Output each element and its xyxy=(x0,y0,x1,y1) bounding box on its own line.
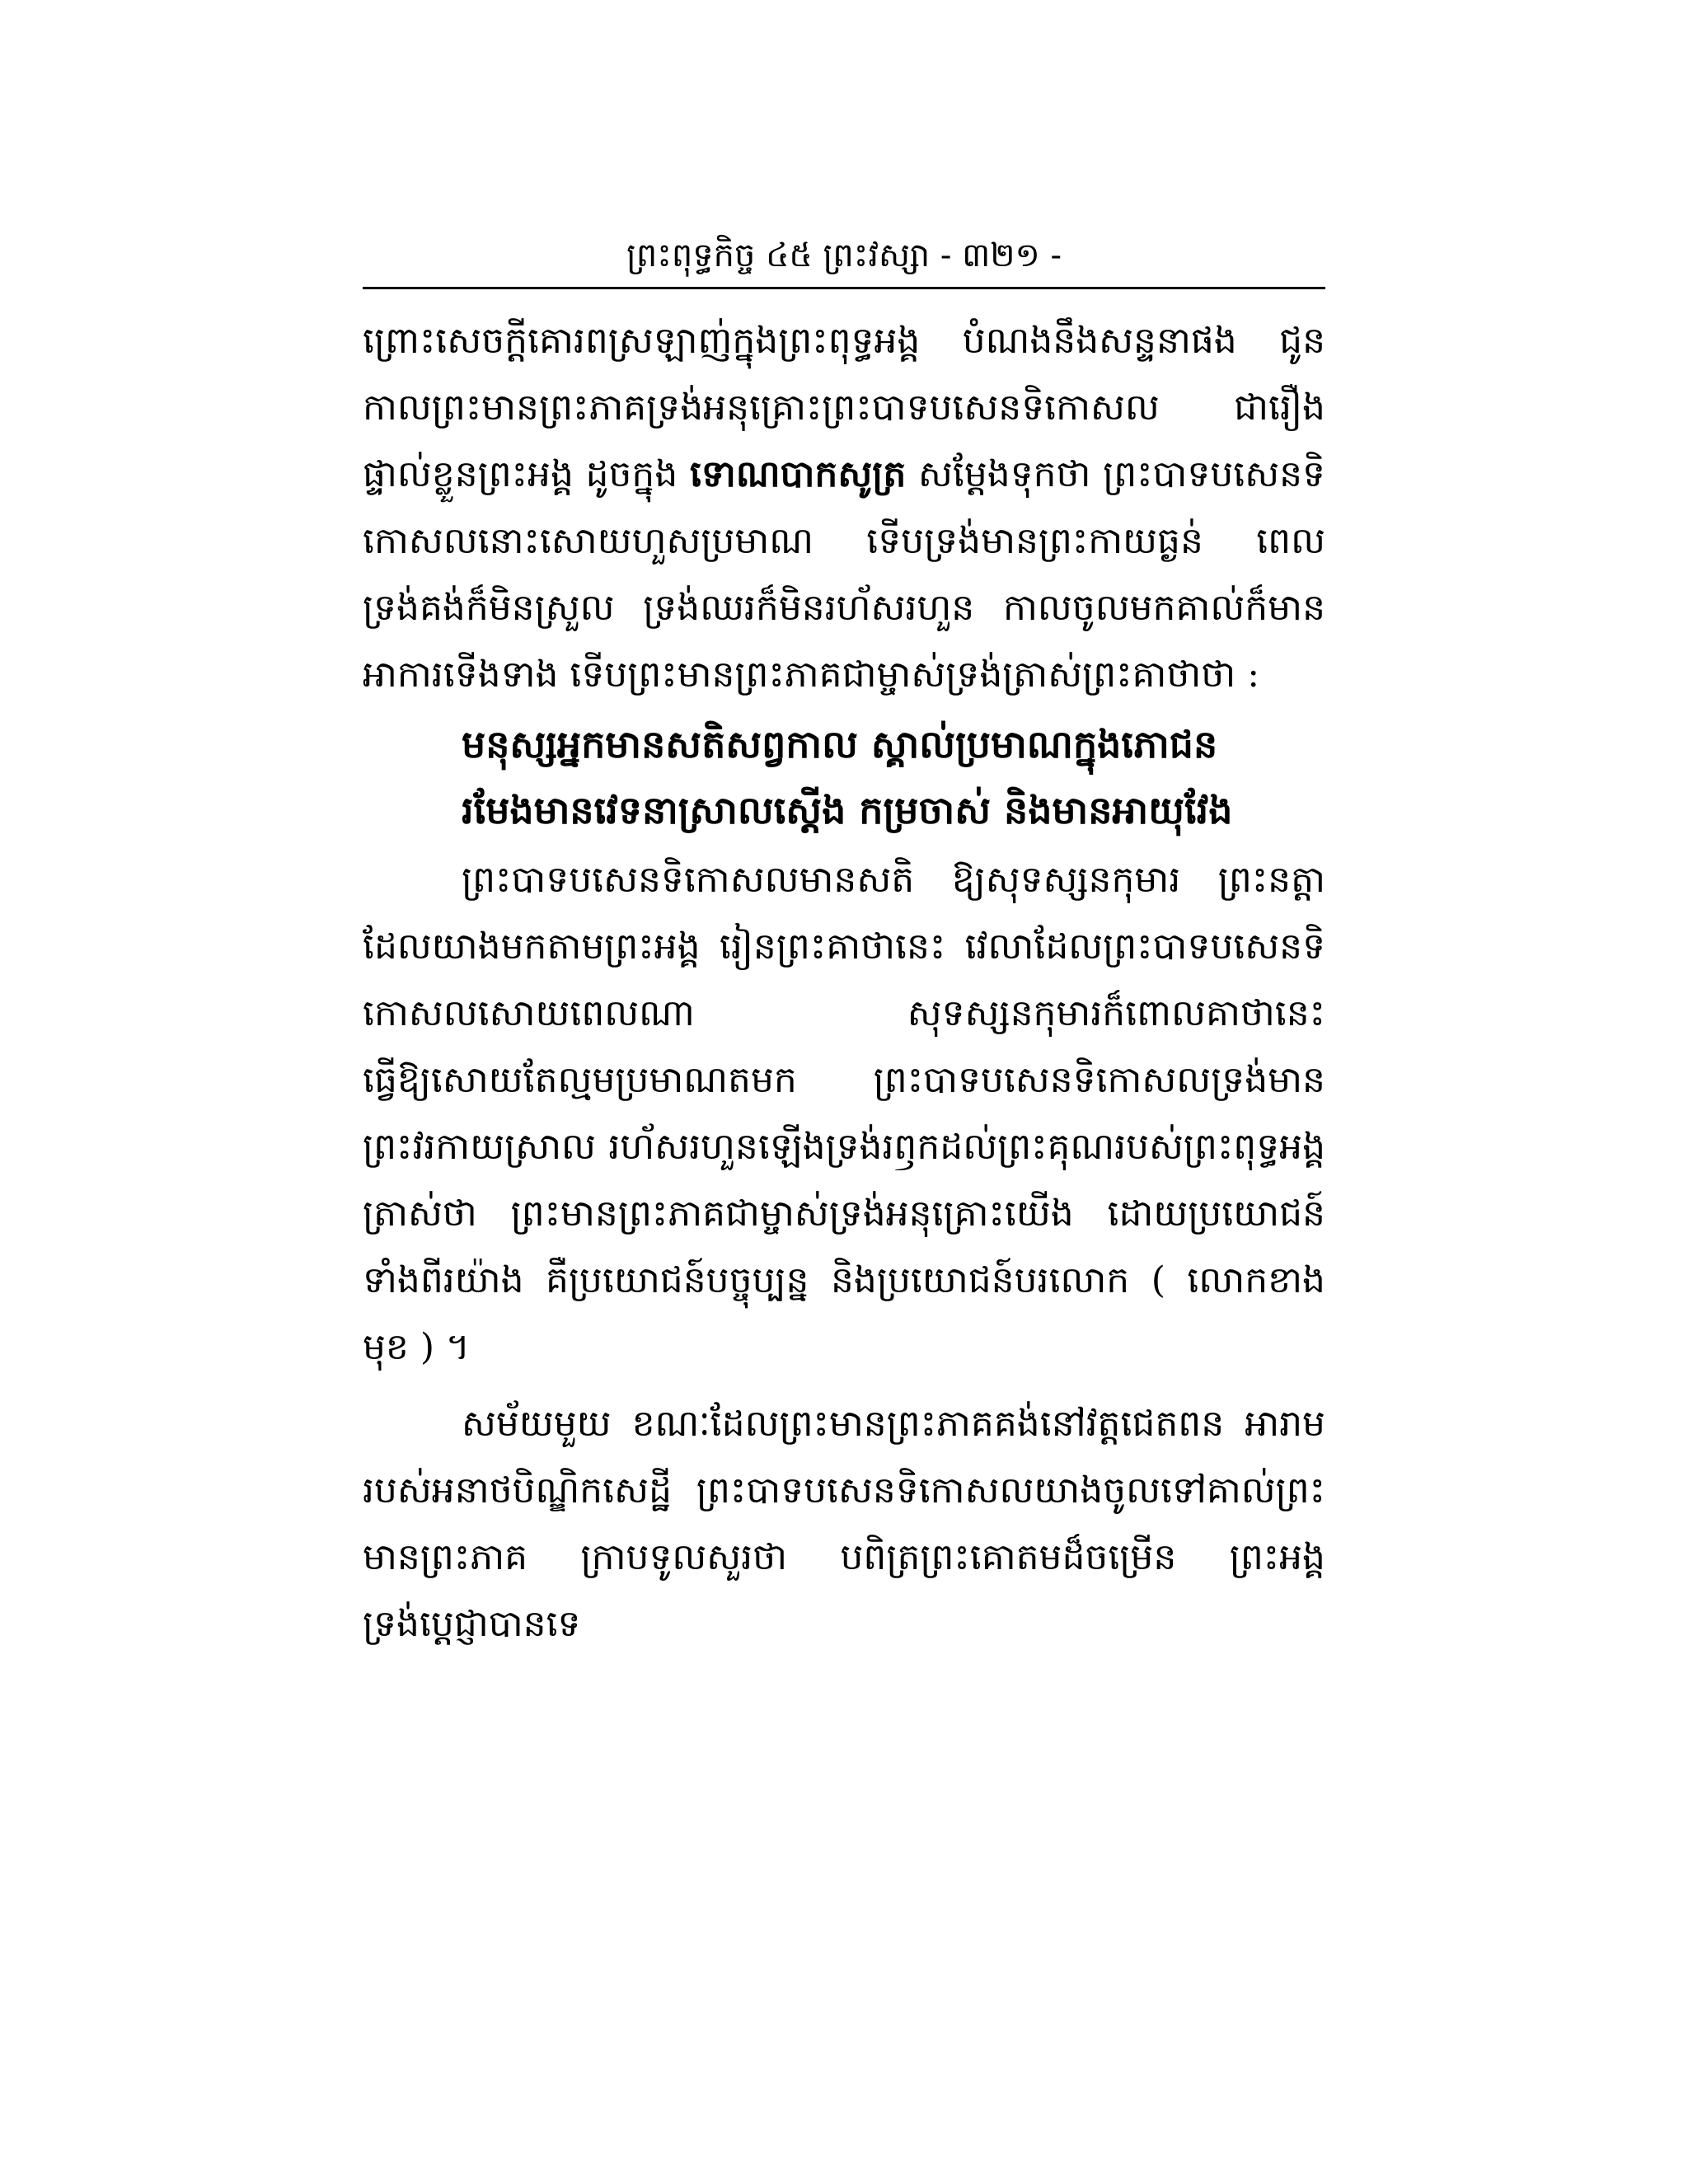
paragraph-1-text-before: ព្រោះសេចក្តីគោរពស្រឡាញ់ក្នុងព្រះពុទ្ធអង្គ បំណងនឹងសន្ទនាផង ជូនកាលព្រះមានព្រះភាគទ្រង់អនុគ្រោះព្រះបាទបសេនទិកោសល ជារឿងផ្ទាល់ខ្លួនព្រះអង្គ ដូចក្នុង xyxy=(363,320,1325,495)
paragraph-1-text-after: សម្តែងទុកថា ព្រះបាទបសេនទិកោសលនោះសោយហួសប្រមាណ ទើបទ្រង់មានព្រះកាយធ្ងន់ ពេលទ្រង់គង់ក៏មិនស្រួល ទ្រង់ឈរក៏មិនរហ័សរហួន កាលចូលមកគាល់ក៏មានអាការទើងទាង ទើបព្រះមានព្រះភាគជាម្ចាស់ទ្រង់ត្រាស់ព្រះគាថាថា : xyxy=(363,453,1325,696)
verse-block xyxy=(462,711,1325,843)
document-page xyxy=(363,231,1325,1657)
header-rule xyxy=(363,287,1325,289)
paragraph-2: ព្រះបាទបសេនទិកោសលមានសតិ ឱ្យសុទស្សនកុមារ ព្រះនត្តាដែលយាងមកតាមព្រះអង្គ រៀនព្រះគាថានេះ វេលាដែលព្រះបាទបសេនទិកោសលសោយពេលណា សុទស្សនកុមារក៏ពោលគាថានេះ ធ្វើឱ្យសោយតែល្មមប្រមាណតមក ព្រះបាទបសេនទិកោសលទ្រង់មានព្រះវរកាយស្រាល រហ័សរហួនឡើងទ្រង់រឭកដល់ព្រះគុណរបស់ព្រះពុទ្ធអង្គ ត្រាស់ថា ព្រះមានព្រះភាគជាម្ចាស់ទ្រង់អនុគ្រោះយើង ដោយប្រយោជន៍ទាំងពីរយ៉ាង គឺប្រយោជន៍បច្ចុប្បន្ន និងប្រយោជន៍បរលោក ( លោកខាងមុខ ) ។ xyxy=(363,859,1325,1368)
sutta-title: ទោណបាកសូត្រ xyxy=(689,453,907,495)
verse-line-2: រមែងមានវេទនាស្រាលស្តើង កម្រចាស់ និងមានអាយុវែង xyxy=(462,788,1233,832)
verse-line-1: មនុស្សអ្នកមានសតិសព្វកាល ស្គាល់ប្រមាណក្នុងភោជន xyxy=(462,722,1218,766)
paragraph-1 xyxy=(363,307,1325,708)
running-header: ព្រះពុទ្ធកិច្ច ៤៥ ព្រះវស្សា - ៣២១ - xyxy=(626,237,1062,274)
paragraph-3: សម័យមួយ ខណៈដែលព្រះមានព្រះភាគគង់នៅវត្តជេតពន អារាមរបស់អនាថបិណ្ឌិកសេដ្ឋី ព្រះបាទបសេនទិកោសលយាងចូលទៅគាល់ព្រះមានព្រះភាគ ក្រាបទូលសួរថា បពិត្រព្រះគោតមដ៏ចម្រើន ព្រះអង្គទ្រង់ប្តេជ្ញាបានទេ xyxy=(363,1403,1325,1645)
